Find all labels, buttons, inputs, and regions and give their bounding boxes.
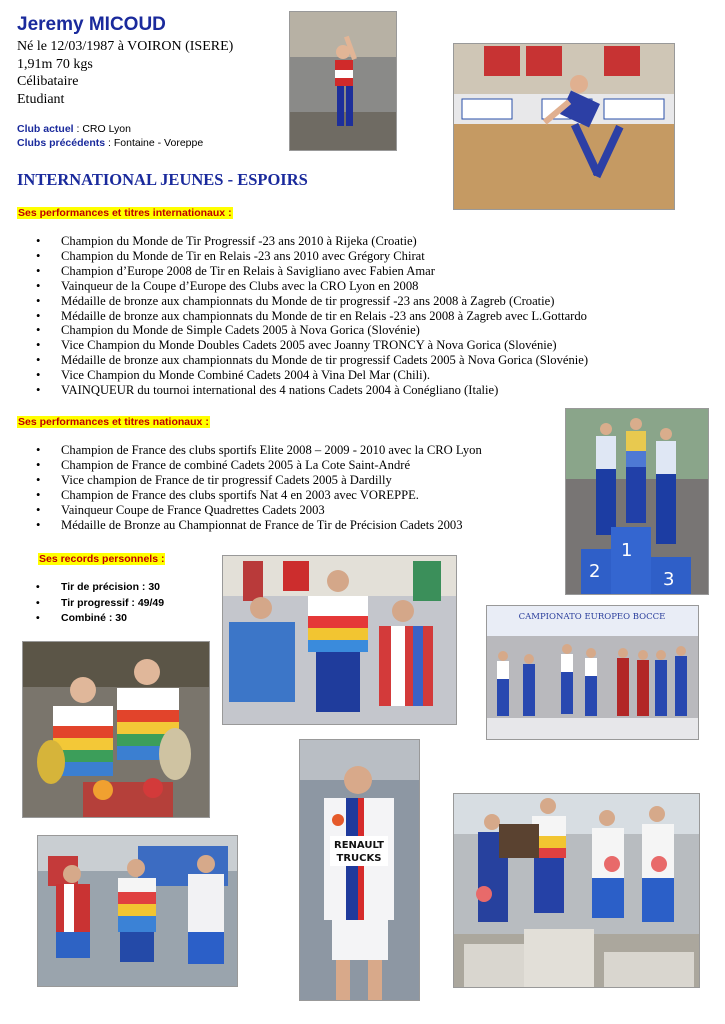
list-item: • Champion du Monde de Simple Cadets 2005 à Nova Gorica (Slovénie) bbox=[17, 323, 588, 338]
club-previous: : Fontaine - Voreppe bbox=[105, 136, 204, 149]
records-list bbox=[17, 580, 164, 627]
national-heading-wrap bbox=[17, 412, 210, 430]
photo-medals-bottom bbox=[37, 835, 238, 987]
list-item: • Médaille de bronze aux championnats du Monde de tir progressif -23 ans 2008 à Zagreb (Croatie) bbox=[17, 294, 588, 309]
jersey-line1: RENAULT bbox=[334, 840, 384, 851]
list-item: • Champion de France des clubs sportifs Elite 2008 – 2009 - 2010 avec la CRO Lyon bbox=[17, 443, 482, 458]
record-item: • Tir de précision : 30 bbox=[17, 580, 164, 596]
photo-european-championship bbox=[486, 605, 699, 740]
list-item: • Vice champion de France de tir progressif Cadets 2005 à Dardilly bbox=[17, 473, 482, 488]
record-item: • Combiné : 30 bbox=[17, 611, 164, 627]
list-item: • Médaille de bronze aux championnats du Monde de tir en Relais -23 ans 2008 à Zagreb avec L.Gottardo bbox=[17, 309, 588, 324]
club-current: : CRO Lyon bbox=[73, 123, 131, 135]
records-heading-wrap bbox=[38, 549, 165, 567]
bio-birth: Né le 12/03/1987 à VOIRON (ISERE) bbox=[17, 39, 234, 54]
list-item: • VAINQUEUR du tournoi international des 4 nations Cadets 2004 à Conégliano (Italie) bbox=[17, 383, 588, 398]
podium-number-2: 2 bbox=[589, 561, 601, 582]
records-heading: Ses records personnels : bbox=[39, 553, 165, 565]
list-item: • Vice Champion du Monde Combiné Cadets 2004 à Vina Del Mar (Chili). bbox=[17, 368, 588, 383]
photo-throw-large bbox=[453, 43, 675, 210]
list-item: • Champion de France de combiné Cadets 2005 à La Cote Saint-André bbox=[17, 458, 482, 473]
international-heading: Ses performances et titres internationaux : bbox=[18, 207, 232, 219]
photo-renault-jersey bbox=[299, 739, 420, 1001]
club-info bbox=[17, 123, 203, 150]
photo-podium-numbers bbox=[565, 408, 709, 595]
jersey-line2: TRUCKS bbox=[336, 853, 382, 864]
bio-occupation: Etudiant bbox=[17, 91, 65, 107]
bio-status: Célibataire bbox=[17, 74, 79, 89]
podium-number-3: 3 bbox=[663, 569, 675, 590]
list-item: • Champion de France des clubs sportifs Nat 4 en 2003 avec VOREPPE. bbox=[17, 488, 482, 503]
list-item: • Vainqueur Coupe de France Quadrettes Cadets 2003 bbox=[17, 503, 482, 518]
list-item: • Vainqueur de la Coupe d’Europe des Clubs avec la CRO Lyon en 2008 bbox=[17, 279, 588, 294]
section-title: INTERNATIONAL JEUNES - ESPOIRS bbox=[17, 170, 308, 189]
podium-number-1: 1 bbox=[621, 540, 633, 561]
list-item: • Médaille de Bronze au Championnat de France de Tir de Précision Cadets 2003 bbox=[17, 518, 482, 533]
list-item: • Champion d’Europe 2008 de Tir en Relais à Savigliano avec Fabien Amar bbox=[17, 264, 588, 279]
list-item: • Médaille de bronze aux championnats du Monde de tir progressif Cadets 2005 à Nova Gorica (Slovénie) bbox=[17, 353, 588, 368]
banner-text: CAMPIONATO EUROPEO BOCCE bbox=[518, 612, 666, 622]
photo-throw-small bbox=[289, 11, 397, 151]
record-item: • Tir progressif : 49/49 bbox=[17, 596, 164, 612]
club-previous-label: Clubs précédents bbox=[17, 136, 106, 149]
club-current-label: Club actuel bbox=[17, 123, 74, 135]
list-item: • Champion du Monde de Tir en Relais -23 ans 2010 avec Grégory Chirat bbox=[17, 249, 588, 264]
international-list bbox=[17, 234, 588, 398]
national-heading: Ses performances et titres nationaux : bbox=[18, 416, 209, 428]
photo-podium-team bbox=[453, 793, 700, 988]
list-item: • Champion du Monde de Tir Progressif -23 ans 2010 à Rijeka (Croatie) bbox=[17, 234, 588, 249]
bio-size: 1,91m 70 kgs bbox=[17, 56, 93, 72]
international-heading-wrap bbox=[17, 203, 233, 221]
player-bio bbox=[17, 38, 233, 108]
photo-trophies bbox=[22, 641, 210, 818]
list-item: • Vice Champion du Monde Doubles Cadets 2005 avec Joanny TRONCY à Nova Gorica (Slovénie) bbox=[17, 338, 588, 353]
player-name: Jeremy MICOUD bbox=[17, 14, 166, 35]
national-list bbox=[17, 443, 482, 532]
photo-three-medalists bbox=[222, 555, 457, 725]
